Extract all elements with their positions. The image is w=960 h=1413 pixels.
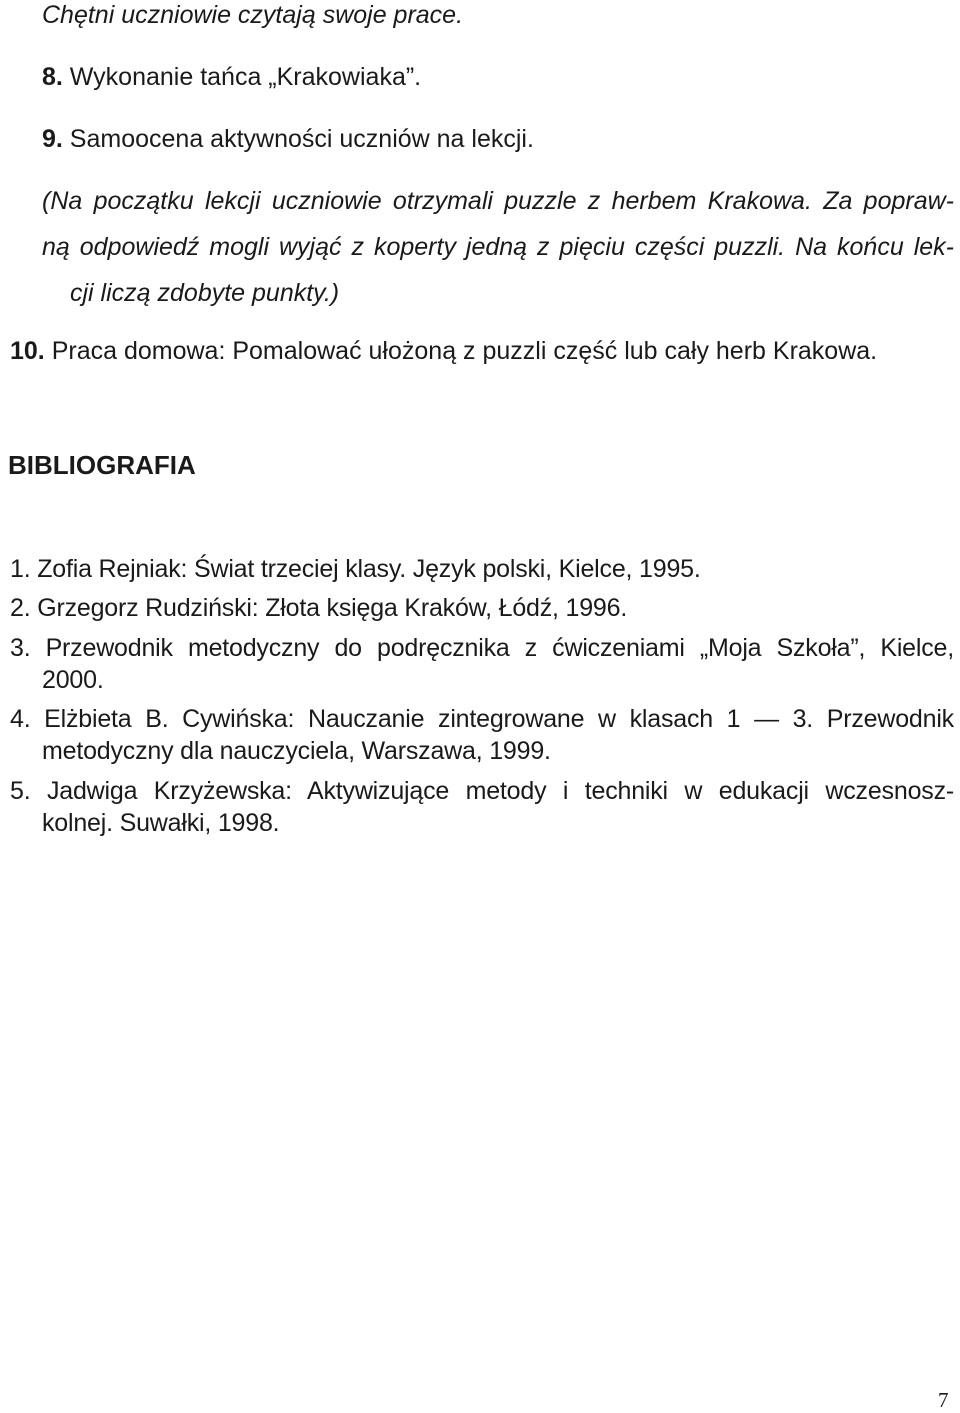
step-text: Samoocena aktywności uczniów na lekcji. <box>62 125 534 153</box>
note-line: ną odpowiedź mogli wyjąć z koperty jedną z pięciu części puzzli. Na końcu lek- <box>42 233 954 261</box>
bibliography-heading: BIBLIOGRAFIA <box>8 450 196 480</box>
step-number: 8. <box>42 63 63 91</box>
bibliography-item-continued: kolnej. Suwałki, 1998. <box>42 809 280 837</box>
step-10 <box>10 336 877 366</box>
bibliography-item: 4. Elżbieta B. Cywińska: Nauczanie zintegrowane w klasach 1 — 3. Przewodnik <box>10 705 954 733</box>
step-number: 9. <box>42 125 63 153</box>
step-text: Praca domowa: Pomalować ułożoną z puzzli część lub cały herb Krakowa. <box>44 337 878 365</box>
note-line: (Na początku lekcji uczniowie otrzymali puzzle z herbem Krakowa. Za popraw- <box>42 187 954 215</box>
bibliography-item: 2. Grzegorz Rudziński: Złota księga Kraków, Łódź, 1996. <box>10 594 628 622</box>
page-number: 7 <box>938 1388 949 1412</box>
step-9 <box>42 124 534 154</box>
bibliography-item-continued: metodyczny dla nauczyciela, Warszawa, 1999. <box>42 737 551 765</box>
intro-line: Chętni uczniowie czytają swoje prace. <box>42 1 464 29</box>
step-8 <box>42 62 421 92</box>
bibliography-item-continued: 2000. <box>42 666 104 694</box>
bibliography-item: 5. Jadwiga Krzyżewska: Aktywizujące metody i techniki w edukacji wczesnosz- <box>10 777 954 805</box>
step-text: Wykonanie tańca „Krakowiaka”. <box>62 63 422 91</box>
bibliography-item: 1. Zofia Rejniak: Świat trzeciej klasy. Język polski, Kielce, 1995. <box>10 555 701 583</box>
step-number: 10. <box>10 337 45 365</box>
bibliography-item: 3. Przewodnik metodyczny do podręcznika z ćwiczeniami „Moja Szkoła”, Kielce, <box>10 634 954 662</box>
note-line: cji liczą zdobyte punkty.) <box>70 279 340 307</box>
